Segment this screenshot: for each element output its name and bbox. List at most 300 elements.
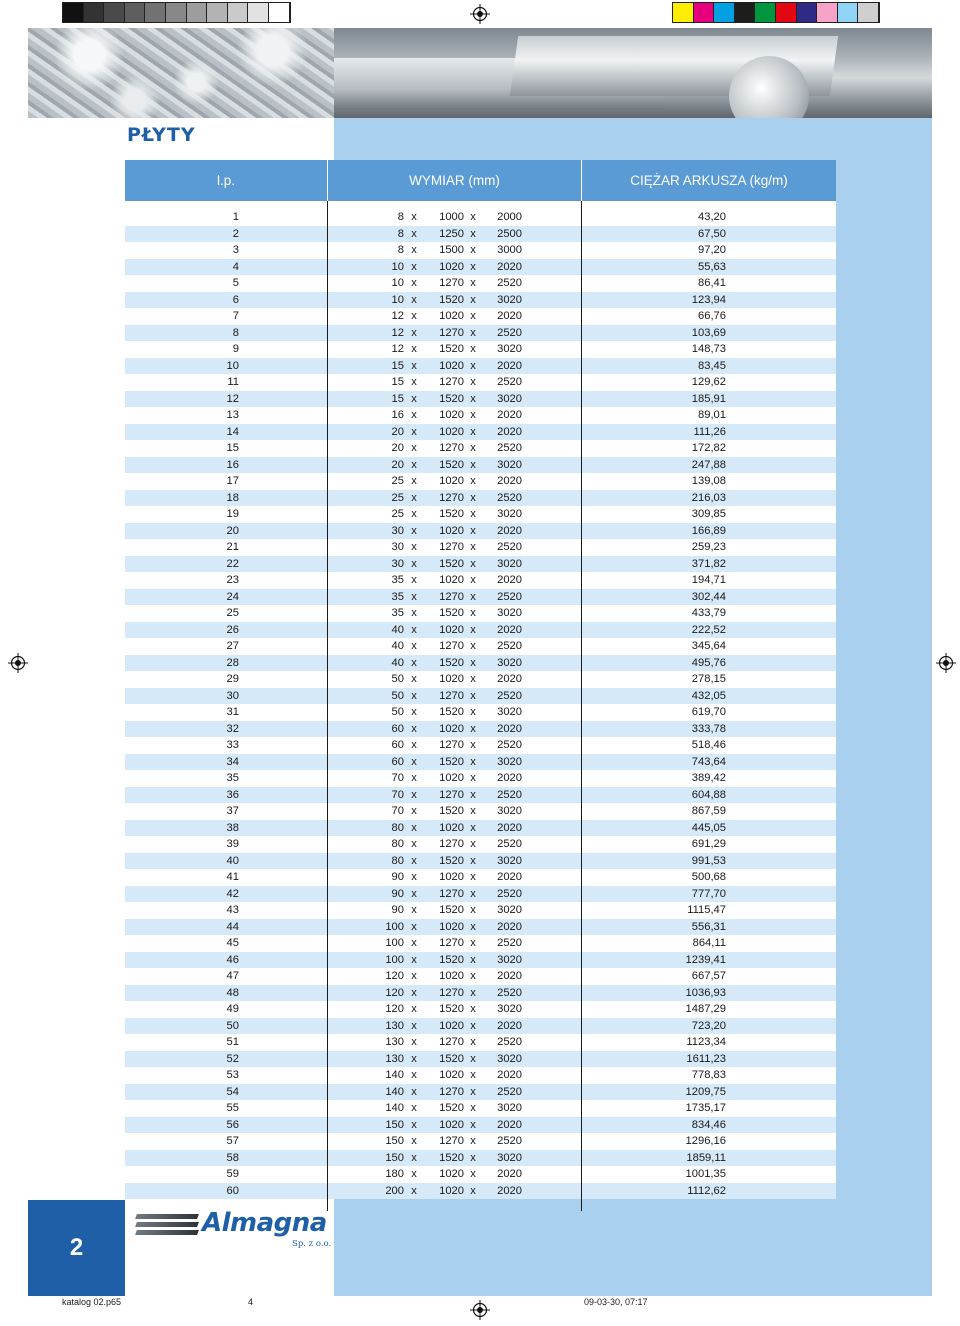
- thickness: 25: [391, 491, 404, 504]
- length: 2520: [497, 442, 522, 454]
- row-dimension: [327, 391, 581, 408]
- header-weight: CIĘŻAR ARKUSZA (kg/m): [581, 160, 836, 201]
- thickness: 60: [391, 755, 404, 768]
- separator: x: [470, 260, 476, 273]
- width: 1270: [439, 887, 464, 900]
- thickness: 120: [385, 970, 404, 982]
- separator: x: [470, 1168, 476, 1180]
- row-lp: 6: [232, 293, 239, 306]
- separator: x: [470, 1052, 476, 1065]
- textured-aluminium-photo: [28, 28, 334, 118]
- table-header: [125, 160, 836, 201]
- separator: x: [411, 772, 417, 784]
- separator: x: [470, 970, 476, 982]
- row-dimension: [327, 770, 581, 787]
- gray-swatch: [84, 3, 105, 22]
- width: 1020: [439, 1184, 464, 1197]
- length: 3020: [497, 293, 522, 306]
- gray-scale-bar: [62, 2, 291, 23]
- row-dimension: [327, 226, 581, 243]
- row-weight: 1123,34: [581, 1034, 836, 1051]
- separator: x: [470, 491, 476, 504]
- separator: x: [470, 376, 476, 388]
- row-weight: 1112,62: [581, 1183, 836, 1200]
- width: 1000: [439, 211, 464, 223]
- table-row: [125, 671, 836, 688]
- logo-suffix: Sp. z o.o.: [292, 1239, 332, 1249]
- length: 2020: [497, 871, 522, 883]
- row-dimension: [327, 985, 581, 1002]
- table-row: [125, 655, 836, 672]
- table-row: [125, 308, 836, 325]
- width: 1020: [439, 574, 464, 586]
- separator: x: [470, 689, 476, 702]
- table-row: [125, 457, 836, 474]
- row-weight: 864,11: [581, 935, 836, 952]
- width: 1270: [439, 491, 464, 504]
- length: 3020: [497, 953, 522, 966]
- color-swatch: [755, 3, 776, 22]
- thickness: 70: [391, 772, 404, 784]
- width: 1270: [439, 739, 464, 751]
- row-weight: 445,05: [581, 820, 836, 837]
- width: 1020: [439, 821, 464, 834]
- row-lp: 3: [232, 244, 239, 256]
- row-dimension: [327, 803, 581, 820]
- row-dimension: [327, 1133, 581, 1150]
- row-weight: 1209,75: [581, 1084, 836, 1101]
- separator: x: [470, 557, 476, 570]
- separator: x: [411, 277, 417, 289]
- table-row: [125, 440, 836, 457]
- separator: x: [411, 722, 417, 735]
- separator: x: [411, 524, 417, 537]
- row-weight: 500,68: [581, 869, 836, 886]
- separator: x: [411, 1036, 417, 1048]
- length: 3020: [497, 1003, 522, 1015]
- row-dimension: [327, 473, 581, 490]
- row-weight: 278,15: [581, 671, 836, 688]
- row-lp: 55: [226, 1102, 239, 1114]
- separator: x: [470, 425, 476, 438]
- separator: x: [470, 343, 476, 355]
- width: 1270: [439, 838, 464, 850]
- thickness: 90: [391, 871, 404, 883]
- width: 1520: [439, 293, 464, 306]
- row-weight: 1296,16: [581, 1133, 836, 1150]
- thickness: 60: [391, 722, 404, 735]
- length: 3020: [497, 656, 522, 669]
- width: 1520: [439, 607, 464, 619]
- row-lp: 42: [226, 887, 239, 900]
- row-weight: 619,70: [581, 704, 836, 721]
- row-dimension: [327, 886, 581, 903]
- gray-swatch: [228, 3, 249, 22]
- table-row: [125, 787, 836, 804]
- length: 3020: [497, 557, 522, 570]
- separator: x: [470, 508, 476, 520]
- row-dimension: [327, 242, 581, 259]
- separator: x: [470, 541, 476, 553]
- separator: x: [470, 755, 476, 768]
- separator: x: [470, 854, 476, 867]
- row-weight: 185,91: [581, 391, 836, 408]
- row-lp: 43: [226, 904, 239, 916]
- row-dimension: [327, 457, 581, 474]
- row-lp: 1: [232, 211, 239, 223]
- table-row: [125, 490, 836, 507]
- table-row: [125, 638, 836, 655]
- row-dimension: [327, 853, 581, 870]
- thickness: 70: [391, 788, 404, 801]
- separator: x: [411, 409, 417, 421]
- separator: x: [411, 376, 417, 388]
- width: 1520: [439, 953, 464, 966]
- separator: x: [411, 458, 417, 471]
- row-dimension: [327, 754, 581, 771]
- width: 1020: [439, 359, 464, 372]
- separator: x: [411, 673, 417, 685]
- row-dimension: [327, 655, 581, 672]
- row-weight: 432,05: [581, 688, 836, 705]
- table-row: [125, 374, 836, 391]
- thickness: 10: [391, 293, 404, 306]
- separator: x: [470, 409, 476, 421]
- width: 1270: [439, 788, 464, 801]
- table-row: [125, 1034, 836, 1051]
- row-lp: 13: [226, 409, 239, 421]
- separator: x: [411, 590, 417, 603]
- table-row: [125, 292, 836, 309]
- thickness: 130: [385, 1036, 404, 1048]
- thickness: 30: [391, 524, 404, 537]
- row-dimension: [327, 1001, 581, 1018]
- width: 1520: [439, 343, 464, 355]
- row-lp: 23: [226, 574, 239, 586]
- length: 2020: [497, 310, 522, 322]
- width: 1520: [439, 706, 464, 718]
- row-lp: 57: [226, 1135, 239, 1147]
- length: 2020: [497, 475, 522, 487]
- separator: x: [470, 475, 476, 487]
- row-lp: 27: [226, 640, 239, 652]
- row-lp: 51: [226, 1036, 239, 1048]
- row-dimension: [327, 787, 581, 804]
- table-row: [125, 1133, 836, 1150]
- width: 1270: [439, 277, 464, 289]
- width: 1520: [439, 1151, 464, 1164]
- length: 3020: [497, 1151, 522, 1164]
- length: 2020: [497, 1069, 522, 1081]
- width: 1520: [439, 755, 464, 768]
- row-lp: 24: [226, 590, 239, 603]
- separator: x: [411, 425, 417, 438]
- length: 3020: [497, 343, 522, 355]
- thickness: 12: [391, 310, 404, 322]
- plates-table: [125, 160, 836, 1211]
- row-lp: 7: [232, 310, 239, 322]
- row-weight: 1487,29: [581, 1001, 836, 1018]
- separator: x: [411, 1102, 417, 1114]
- length: 2520: [497, 788, 522, 801]
- separator: x: [470, 953, 476, 966]
- length: 2020: [497, 722, 522, 735]
- row-lp: 34: [226, 755, 239, 768]
- separator: x: [411, 788, 417, 801]
- row-lp: 48: [226, 986, 239, 999]
- table-row: [125, 407, 836, 424]
- row-weight: 667,57: [581, 968, 836, 985]
- length: 2520: [497, 986, 522, 999]
- row-lp: 52: [226, 1052, 239, 1065]
- row-dimension: [327, 589, 581, 606]
- row-lp: 14: [226, 425, 239, 438]
- color-swatch: [838, 3, 859, 22]
- row-dimension: [327, 308, 581, 325]
- width: 1270: [439, 1085, 464, 1098]
- table-row: [125, 1100, 836, 1117]
- row-dimension: [327, 1051, 581, 1068]
- thickness: 100: [385, 920, 404, 933]
- separator: x: [470, 227, 476, 240]
- width: 1020: [439, 1118, 464, 1131]
- width: 1520: [439, 508, 464, 520]
- row-dimension: [327, 704, 581, 721]
- row-weight: 604,88: [581, 787, 836, 804]
- length: 2020: [497, 425, 522, 438]
- thickness: 80: [391, 854, 404, 867]
- separator: x: [470, 838, 476, 850]
- table-row: [125, 424, 836, 441]
- width: 1270: [439, 640, 464, 652]
- row-dimension: [327, 275, 581, 292]
- registration-mark-icon: [936, 653, 956, 673]
- length: 2520: [497, 739, 522, 751]
- row-weight: 129,62: [581, 374, 836, 391]
- thickness: 12: [391, 326, 404, 339]
- separator: x: [470, 623, 476, 636]
- thickness: 40: [391, 656, 404, 669]
- separator: x: [470, 788, 476, 801]
- length: 3020: [497, 458, 522, 471]
- row-weight: 867,59: [581, 803, 836, 820]
- width: 1270: [439, 442, 464, 454]
- row-weight: 309,85: [581, 506, 836, 523]
- row-weight: 723,20: [581, 1018, 836, 1035]
- row-dimension: [327, 490, 581, 507]
- width: 1020: [439, 623, 464, 636]
- row-lp: 59: [226, 1168, 239, 1180]
- header-lp: l.p.: [216, 173, 235, 188]
- row-lp: 25: [226, 607, 239, 619]
- row-weight: 1611,23: [581, 1051, 836, 1068]
- row-lp: 47: [226, 970, 239, 982]
- table-row: [125, 985, 836, 1002]
- thickness: 40: [391, 623, 404, 636]
- row-dimension: [327, 737, 581, 754]
- row-lp: 22: [226, 557, 239, 570]
- row-weight: 433,79: [581, 605, 836, 622]
- length: 2520: [497, 277, 522, 289]
- separator: x: [411, 986, 417, 999]
- row-lp: 40: [226, 854, 239, 867]
- width: 1020: [439, 260, 464, 273]
- separator: x: [470, 1118, 476, 1131]
- width: 1020: [439, 920, 464, 933]
- thickness: 200: [385, 1184, 404, 1197]
- width: 1270: [439, 541, 464, 553]
- gray-swatch: [145, 3, 166, 22]
- separator: x: [470, 590, 476, 603]
- separator: x: [411, 706, 417, 718]
- row-lp: 45: [226, 937, 239, 949]
- row-lp: 21: [226, 541, 239, 553]
- table-row: [125, 968, 836, 985]
- width: 1270: [439, 326, 464, 339]
- separator: x: [411, 508, 417, 520]
- separator: x: [470, 392, 476, 405]
- row-dimension: [327, 1117, 581, 1134]
- row-weight: 172,82: [581, 440, 836, 457]
- separator: x: [411, 871, 417, 883]
- row-weight: 103,69: [581, 325, 836, 342]
- row-dimension: [327, 1084, 581, 1101]
- separator: x: [470, 458, 476, 471]
- row-weight: 67,50: [581, 226, 836, 243]
- row-lp: 26: [226, 623, 239, 636]
- separator: x: [470, 656, 476, 669]
- separator: x: [411, 1085, 417, 1098]
- thickness: 15: [391, 359, 404, 372]
- color-swatch: [797, 3, 818, 22]
- table-row: [125, 1001, 836, 1018]
- row-lp: 5: [232, 277, 239, 289]
- thickness: 50: [391, 706, 404, 718]
- width: 1270: [439, 937, 464, 949]
- row-lp: 46: [226, 953, 239, 966]
- table-row: [125, 1067, 836, 1084]
- separator: x: [411, 1135, 417, 1147]
- row-lp: 29: [226, 673, 239, 685]
- separator: x: [470, 524, 476, 537]
- separator: x: [411, 475, 417, 487]
- table-row: [125, 259, 836, 276]
- row-weight: 43,20: [581, 209, 836, 226]
- separator: x: [411, 821, 417, 834]
- table-row: [125, 754, 836, 771]
- width: 1520: [439, 805, 464, 817]
- color-control-bar: [672, 2, 880, 23]
- separator: x: [411, 1019, 417, 1032]
- row-dimension: [327, 688, 581, 705]
- separator: x: [411, 392, 417, 405]
- length: 2520: [497, 1085, 522, 1098]
- separator: x: [411, 920, 417, 933]
- table-row: [125, 209, 836, 226]
- width: 1270: [439, 590, 464, 603]
- table-row: [125, 1084, 836, 1101]
- width: 1270: [439, 986, 464, 999]
- table-row: [125, 1051, 836, 1068]
- row-dimension: [327, 1034, 581, 1051]
- separator: x: [470, 277, 476, 289]
- row-weight: 166,89: [581, 523, 836, 540]
- row-lp: 44: [226, 920, 239, 933]
- row-weight: 389,42: [581, 770, 836, 787]
- table-row: [125, 242, 836, 259]
- row-dimension: [327, 292, 581, 309]
- separator: x: [411, 689, 417, 702]
- separator: x: [470, 293, 476, 306]
- row-lp: 58: [226, 1151, 239, 1164]
- row-dimension: [327, 325, 581, 342]
- thickness: 140: [385, 1069, 404, 1081]
- row-weight: 123,94: [581, 292, 836, 309]
- length: 2520: [497, 887, 522, 900]
- row-weight: 345,64: [581, 638, 836, 655]
- gray-swatch: [269, 3, 290, 22]
- row-weight: 691,29: [581, 836, 836, 853]
- table-row: [125, 688, 836, 705]
- row-weight: 495,76: [581, 655, 836, 672]
- separator: x: [470, 887, 476, 900]
- separator: x: [470, 706, 476, 718]
- row-dimension: [327, 1150, 581, 1167]
- gray-swatch: [248, 3, 269, 22]
- length: 3000: [497, 244, 522, 256]
- row-weight: 556,31: [581, 919, 836, 936]
- width: 1520: [439, 1102, 464, 1114]
- header-dimension: WYMIAR (mm): [327, 160, 581, 201]
- table-row: [125, 704, 836, 721]
- thickness: 120: [385, 986, 404, 999]
- row-lp: 15: [226, 442, 239, 454]
- row-dimension: [327, 952, 581, 969]
- table-row: [125, 358, 836, 375]
- table-row: [125, 886, 836, 903]
- almagna-logo: [136, 1210, 336, 1250]
- separator: x: [411, 887, 417, 900]
- gray-swatch: [104, 3, 125, 22]
- length: 2520: [497, 590, 522, 603]
- separator: x: [470, 574, 476, 586]
- thickness: 35: [391, 607, 404, 619]
- row-weight: 777,70: [581, 886, 836, 903]
- table-row: [125, 1018, 836, 1035]
- separator: x: [470, 310, 476, 322]
- row-dimension: [327, 440, 581, 457]
- row-dimension: [327, 259, 581, 276]
- row-dimension: [327, 968, 581, 985]
- row-dimension: [327, 358, 581, 375]
- gray-swatch: [207, 3, 228, 22]
- thickness: 25: [391, 508, 404, 520]
- color-swatch: [714, 3, 735, 22]
- table-row: [125, 1166, 836, 1183]
- length: 3020: [497, 904, 522, 916]
- separator: x: [411, 359, 417, 372]
- separator: x: [411, 227, 417, 240]
- row-dimension: [327, 539, 581, 556]
- registration-mark-icon: [470, 1300, 490, 1320]
- footer-file: katalog 02.p65: [62, 1297, 122, 1307]
- table-row: [125, 1183, 836, 1200]
- width: 1020: [439, 524, 464, 537]
- row-weight: 194,71: [581, 572, 836, 589]
- separator: x: [470, 1102, 476, 1114]
- width: 1270: [439, 1135, 464, 1147]
- thickness: 130: [385, 1019, 404, 1032]
